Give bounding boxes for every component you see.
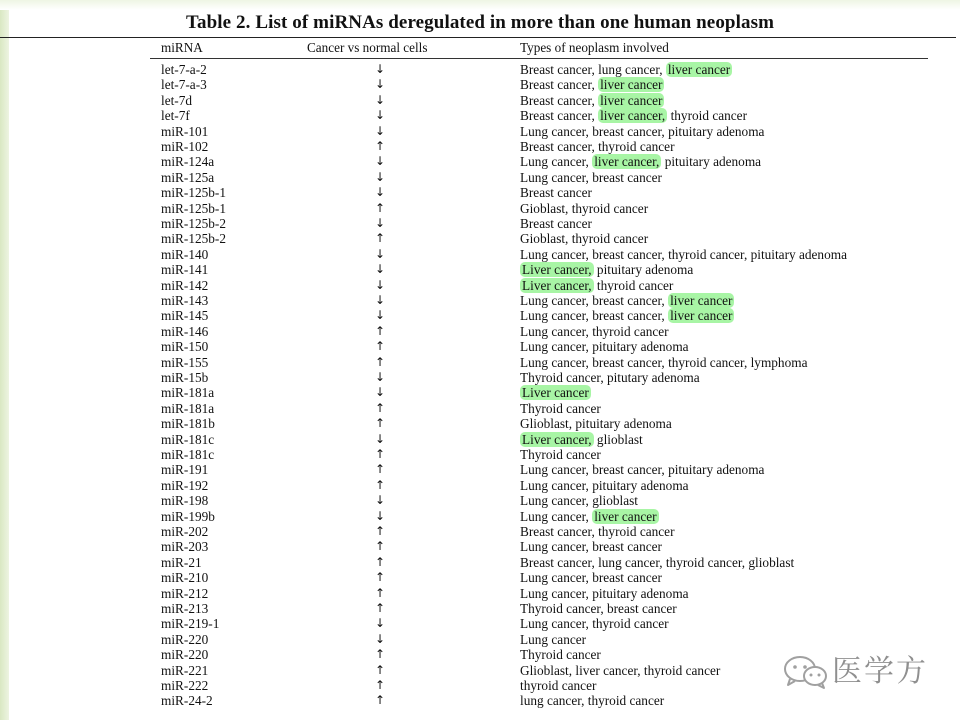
mirna-name: miR-220 [161,647,209,663]
mirna-name: miR-212 [161,585,209,601]
down-arrow-icon: ↓ [374,123,386,138]
header-mirna: miRNA [161,40,203,55]
table-row [0,432,960,447]
up-arrow-icon: ↑ [374,693,386,708]
neoplasm-types [520,401,601,416]
neoplasm-text: Lung cancer, [520,508,593,524]
neoplasm-text: Thyroid cancer [520,400,601,416]
down-arrow-icon: ↓ [374,92,386,107]
neoplasm-types [520,678,596,693]
table-row [0,185,960,200]
watermark-text: 医学方 [832,654,928,689]
mirna-name: miR-102 [161,139,209,154]
down-arrow-icon: ↓ [374,508,386,523]
up-arrow-icon: ↑ [374,339,386,354]
neoplasm-text: Lung cancer, breast cancer, pituitary adenoma [520,462,765,478]
neoplasm-text: Lung cancer, thyroid cancer [520,323,669,339]
neoplasm-types [520,77,664,92]
neoplasm-text: thyroid cancer [667,108,748,124]
neoplasm-text: Breast cancer [520,185,592,201]
down-arrow-icon: ↓ [374,169,386,184]
up-arrow-icon: ↑ [374,231,386,246]
neoplasm-types [520,154,761,169]
neoplasm-types [520,93,664,108]
neoplasm-text: Glioblast, liver cancer, thyroid cancer [520,662,721,678]
neoplasm-types [520,355,807,370]
table-row [0,539,960,554]
mirna-name: miR-181b [161,416,215,432]
table-row [0,385,960,400]
neoplasm-text: Lung cancer, pituitary adenoma [520,477,689,493]
neoplasm-types [520,509,659,524]
neoplasm-types [520,385,591,400]
neoplasm-text: Breast cancer, [520,77,599,93]
down-arrow-icon: ↓ [374,246,386,261]
neoplasm-types [520,201,648,216]
neoplasm-text: Lung cancer, breast cancer, [520,293,669,308]
watermark [782,650,942,692]
mirna-name: miR-203 [161,539,209,555]
table-title: Table 2. List of miRNAs deregulated in more than one human neoplasm [185,12,775,33]
up-arrow-icon: ↑ [374,354,386,369]
mirna-name: miR-222 [161,678,209,693]
neoplasm-text: Thyroid cancer, breast cancer [520,601,677,616]
neoplasm-text: Gioblast, thyroid cancer [520,231,649,247]
up-arrow-icon: ↑ [374,416,386,431]
mirna-name: miR-150 [161,339,209,355]
neoplasm-text: Lung cancer, breast cancer, [520,308,669,324]
mirna-name: miR-21 [161,554,202,570]
table-row [0,262,960,277]
neoplasm-types [520,124,764,139]
neoplasm-types [520,308,734,323]
table-row [0,308,960,323]
mirna-name: miR-141 [161,262,209,278]
neoplasm-types [520,139,675,154]
neoplasm-text: Lung cancer, pituitary adenoma [520,585,689,601]
header-rule [150,58,928,59]
neoplasm-types [520,278,673,293]
up-arrow-icon: ↑ [374,400,386,415]
table-row [0,524,960,539]
table-row [0,462,960,477]
neoplasm-text: Lung cancer, breast cancer, thyroid cancer, lymphoma [520,354,808,370]
neoplasm-types [520,586,689,601]
down-arrow-icon: ↓ [374,493,386,508]
slide-top-band [0,0,960,10]
table-row [0,339,960,354]
neoplasm-types [520,647,601,662]
neoplasm-types [520,524,675,539]
liver-cancer-highlight: liver cancer [670,308,733,324]
table-row [0,601,960,616]
mirna-name: let-7d [161,92,193,108]
down-arrow-icon: ↓ [374,293,386,307]
down-arrow-icon: ↓ [374,185,386,200]
neoplasm-types [520,601,677,616]
neoplasm-text: thyroid cancer [593,277,674,293]
mirna-name: miR-221 [161,662,209,678]
neoplasm-types [520,493,638,508]
neoplasm-types [520,185,592,200]
neoplasm-text: pituitary adenoma [661,154,762,170]
down-arrow-icon: ↓ [374,108,386,123]
mirna-name: miR-142 [161,277,209,293]
neoplasm-types [520,247,847,262]
up-arrow-icon: ↑ [374,524,386,538]
neoplasm-types [520,555,794,570]
neoplasm-text: Thyroid cancer [520,447,601,462]
neoplasm-text: Lung cancer, breast cancer, pituitary adenoma [520,123,765,139]
title-rule [0,37,956,38]
neoplasm-text: Breast cancer, [520,108,599,124]
neoplasm-types [520,262,693,277]
table-row [0,616,960,631]
table-row [0,324,960,339]
liver-cancer-highlight: Liver cancer [522,385,589,401]
neoplasm-text: Lung cancer, breast cancer, thyroid cancer, pituitary adenoma [520,246,847,262]
down-arrow-icon: ↓ [374,431,386,446]
wechat-logo-icon [782,654,830,690]
neoplasm-text: Lung cancer, breast cancer [520,570,662,586]
neoplasm-types [520,539,662,554]
up-arrow-icon: ↑ [374,647,386,662]
liver-cancer-highlight: liver cancer [600,77,663,93]
mirna-name: let-7-a-3 [161,77,207,93]
table-row [0,509,960,524]
mirna-name: miR-220 [161,631,209,647]
table-row [0,231,960,246]
table-row [0,124,960,139]
neoplasm-text: thyroid cancer [520,678,597,693]
neoplasm-types [520,231,648,246]
table-row [0,62,960,77]
up-arrow-icon: ↑ [374,585,386,600]
table-row [0,416,960,431]
mirna-name: miR-213 [161,601,209,616]
up-arrow-icon: ↑ [374,601,386,615]
neoplasm-text: Lung cancer, [520,154,593,170]
neoplasm-types [520,462,764,477]
table-row [0,586,960,601]
neoplasm-types [520,416,672,431]
table-row [0,555,960,570]
up-arrow-icon: ↑ [374,539,386,554]
liver-cancer-highlight: liver cancer, [600,108,666,124]
neoplasm-types [520,370,700,385]
neoplasm-types [520,570,662,585]
neoplasm-text: Lung cancer, pituitary adenoma [520,339,689,355]
neoplasm-types [520,339,689,354]
up-arrow-icon: ↑ [374,323,386,338]
neoplasm-types [520,663,720,678]
mirna-name: miR-125b-2 [161,231,227,247]
table-row [0,170,960,185]
neoplasm-text: pituitary adenoma [593,262,694,278]
neoplasm-text: glioblast [593,431,643,447]
down-arrow-icon: ↓ [374,154,386,169]
up-arrow-icon: ↑ [374,200,386,215]
mirna-name: miR-125b-2 [161,216,227,231]
table-row [0,247,960,262]
mirna-name: miR-140 [161,246,209,262]
neoplasm-text: Lung cancer, breast cancer [520,539,662,555]
table-row [0,401,960,416]
down-arrow-icon: ↓ [374,62,386,76]
mirna-name: let-7-a-2 [161,62,207,77]
mirna-name: miR-155 [161,354,209,370]
neoplasm-text: Breast cancer, lung cancer, [520,62,666,77]
up-arrow-icon: ↑ [374,554,386,569]
neoplasm-types [520,293,734,308]
neoplasm-types [520,170,662,185]
liver-cancer-highlight: liver cancer [670,293,733,308]
mirna-name: let-7f [161,108,190,124]
mirna-name: miR-219-1 [161,616,220,632]
neoplasm-text: Glioblast, pituitary adenoma [520,416,672,432]
mirna-name: miR-192 [161,477,209,493]
neoplasm-types [520,478,689,493]
up-arrow-icon: ↑ [374,477,386,492]
neoplasm-text: lung cancer, thyroid cancer [520,693,665,709]
neoplasm-text: Gioblast, thyroid cancer [520,200,649,216]
liver-cancer-highlight: liver cancer, [594,154,660,170]
table-row [0,108,960,123]
table-row [0,570,960,585]
liver-cancer-highlight: Liver cancer, [522,431,592,447]
down-arrow-icon: ↓ [374,262,386,277]
mirna-name: miR-146 [161,323,209,339]
up-arrow-icon: ↑ [374,570,386,585]
table-row [0,447,960,462]
down-arrow-icon: ↓ [374,277,386,292]
neoplasm-types [520,693,664,708]
up-arrow-icon: ↑ [374,462,386,477]
down-arrow-icon: ↓ [374,216,386,230]
down-arrow-icon: ↓ [374,631,386,646]
liver-cancer-highlight: Liver cancer, [522,262,592,278]
mirna-name: miR-181a [161,385,215,401]
mirna-name: miR-15b [161,370,209,385]
mirna-name: miR-125b-1 [161,185,227,201]
neoplasm-types [520,632,586,647]
table-row [0,77,960,92]
table-row [0,139,960,154]
mirna-name: miR-181c [161,447,215,462]
neoplasm-text: Breast cancer [520,216,592,231]
table-row [0,216,960,231]
neoplasm-text: Breast cancer, thyroid cancer [520,139,675,154]
table-row [0,693,960,708]
neoplasm-text: Thyroid cancer [520,647,601,663]
neoplasm-text: Lung cancer [520,631,587,647]
up-arrow-icon: ↑ [374,447,386,461]
header-direction: Cancer vs normal cells [307,40,428,55]
mirna-name: miR-143 [161,293,209,308]
neoplasm-types [520,432,643,447]
neoplasm-text: Lung cancer, breast cancer [520,169,662,185]
table-row [0,493,960,508]
table-row [0,632,960,647]
down-arrow-icon: ↓ [374,616,386,631]
liver-cancer-highlight: liver cancer [600,92,663,108]
mirna-name: miR-199b [161,508,215,524]
neoplasm-types [520,62,732,77]
header-neoplasm-types: Types of neoplasm involved [520,40,669,55]
neoplasm-types [520,216,592,231]
neoplasm-types [520,324,669,339]
table-row [0,370,960,385]
mirna-name: miR-24-2 [161,693,213,709]
mirna-name: miR-125a [161,169,215,185]
mirna-name: miR-125b-1 [161,200,227,216]
down-arrow-icon: ↓ [374,385,386,400]
mirna-name: miR-145 [161,308,209,324]
mirna-name: miR-181a [161,400,215,416]
table-row [0,201,960,216]
mirna-name: miR-101 [161,123,209,139]
neoplasm-types [520,447,601,462]
up-arrow-icon: ↑ [374,678,386,692]
mirna-name: miR-198 [161,493,209,509]
mirna-name: miR-191 [161,462,209,478]
down-arrow-icon: ↓ [374,77,386,92]
liver-cancer-highlight: liver cancer [667,62,731,77]
table-row [0,93,960,108]
down-arrow-icon: ↓ [374,370,386,384]
mirna-name: miR-124a [161,154,215,170]
neoplasm-text: Breast cancer, lung cancer, thyroid cancer, glioblast [520,554,795,570]
table-row [0,278,960,293]
up-arrow-icon: ↑ [374,662,386,677]
neoplasm-text: Breast cancer, thyroid cancer [520,524,675,539]
neoplasm-text: Thyroid cancer, pitutary adenoma [520,370,700,385]
mirna-name: miR-181c [161,431,215,447]
table-row [0,478,960,493]
liver-cancer-highlight: liver cancer [594,508,657,524]
up-arrow-icon: ↑ [374,139,386,153]
liver-cancer-highlight: Liver cancer, [522,277,592,293]
mirna-name: miR-210 [161,570,209,586]
neoplasm-text: Breast cancer, [520,92,599,108]
table-row [0,154,960,169]
table-row [0,355,960,370]
neoplasm-types [520,616,669,631]
neoplasm-text: Lung cancer, glioblast [520,493,638,509]
table-row [0,293,960,308]
down-arrow-icon: ↓ [374,308,386,323]
neoplasm-types [520,108,747,123]
mirna-name: miR-202 [161,524,209,539]
neoplasm-text: Lung cancer, thyroid cancer [520,616,669,632]
